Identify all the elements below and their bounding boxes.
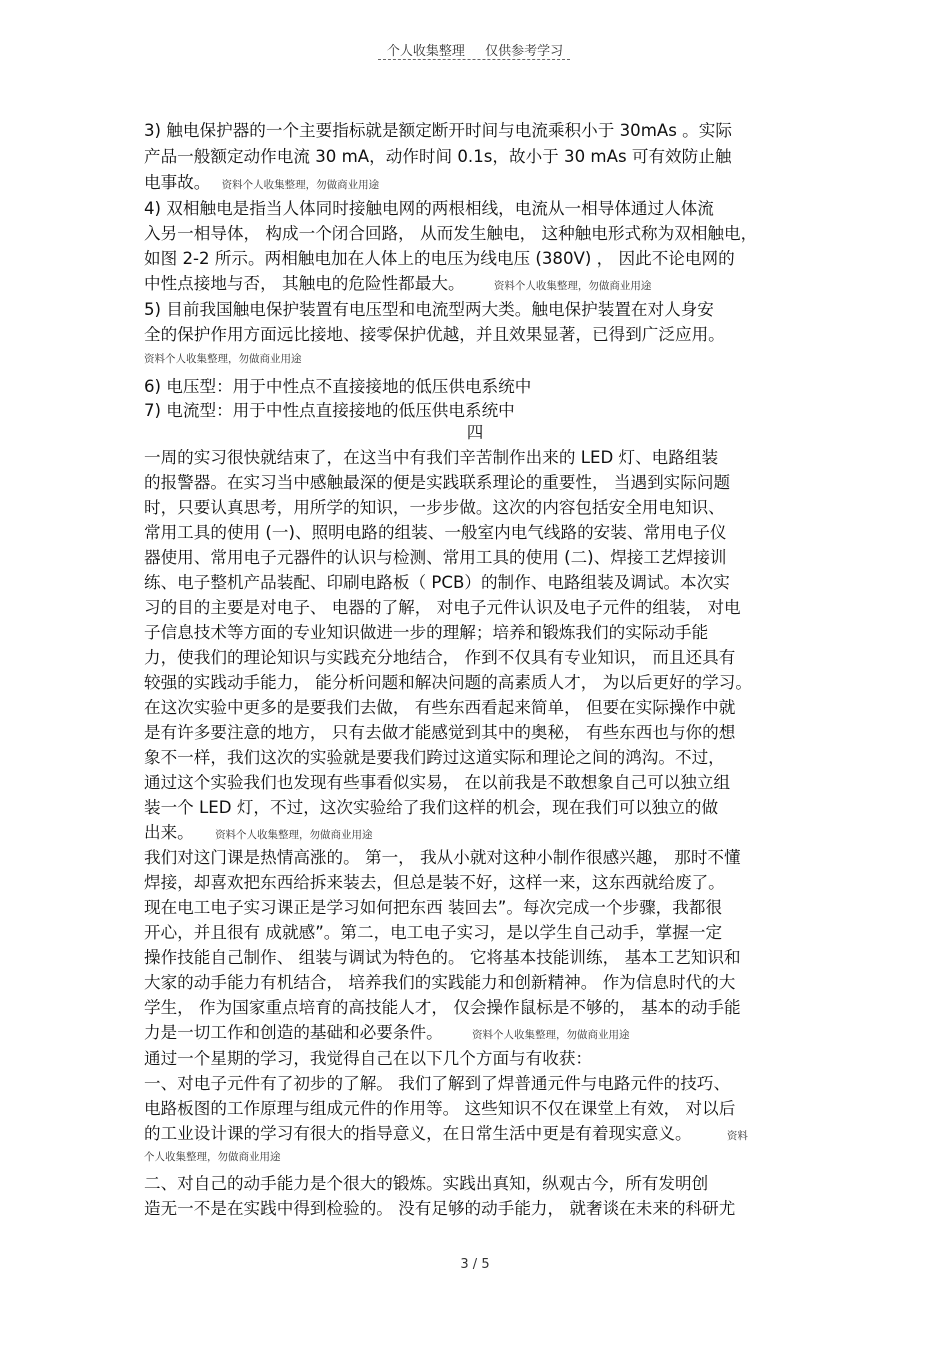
- text-line: 7) 电流型：用于中性点直接接地的低压供电系统中: [144, 401, 515, 420]
- text-line: 6) 电压型：用于中性点不直接接地的低压供电系统中: [144, 377, 532, 396]
- text-line: 3) 触电保护器的一个主要指标就是额定断开时间与电流乘积小于 30mAs 。实际: [144, 121, 732, 140]
- text-line: 装一个 LED 灯，不过，这次实验给了我们这样的机会，现在我们可以独立的做: [144, 798, 719, 817]
- text-line: 较强的实践动手能力， 能分析问题和解决问题的高素质人才， 为以后更好的学习。: [144, 673, 752, 692]
- watermark-note: 资料个人收集整理，勿做商业用途: [471, 1029, 630, 1041]
- text-line: 一周的实习很快就结束了，在这当中有我们辛苦制作出来的 LED 灯、电路组装: [144, 448, 719, 467]
- text-line: [144, 1123, 748, 1145]
- text-segment: 电事故。: [144, 173, 211, 192]
- text-line: 象不一样，我们这次的实验就是要我们跨过这道实际和理论之间的鸿沟。不过，: [144, 748, 725, 767]
- watermark-note: 资料: [726, 1130, 748, 1142]
- text-line: 子信息技术等方面的专业知识做进一步的理解；培养和锻炼我们的实际动手能: [144, 623, 709, 642]
- text-line: 如图 2-2 所示。两相触电加在人体上的电压为线电压 (380V) ， 因此不论电网的: [144, 249, 735, 268]
- text-line: 开心，并且很有 成就感”。第二，电工电子实习，是以学生自己动手，掌握一定: [144, 923, 723, 942]
- text-line: 一、对电子元件有了初步的了解。 我们了解到了焊普通元件与电路元件的技巧、: [144, 1074, 731, 1093]
- text-line: 5) 目前我国触电保护装置有电压型和电流型两大类。触电保护装置在对人身安: [144, 300, 714, 319]
- text-line: 操作技能自己制作、 组装与调试为特色的。 它将基本技能训练， 基本工艺知识和: [144, 948, 741, 967]
- text-line: 通过这个实验我们也发现有些事看似实易， 在以前我是不敢想象自己可以独立组: [144, 773, 731, 792]
- text-line: 通过一个星期的学习，我觉得自己在以下几个方面与有收获：: [144, 1049, 593, 1068]
- text-line: [144, 172, 379, 194]
- text-line: 我们对这门课是热情高涨的。 第一， 我从小就对这种小制作很感兴趣， 那时不懂: [144, 848, 741, 867]
- text-line: 造无一不是在实践中得到检验的。 没有足够的动手能力， 就奢谈在未来的科研尤: [144, 1199, 736, 1218]
- text-line: 4) 双相触电是指当人体同时接触电网的两根相线，电流从一相导体通过人体流: [144, 199, 714, 218]
- text-segment: 中性点接地与否， 其触电的危险性都最大。: [144, 274, 465, 293]
- text-line: 大家的动手能力有机结合， 培养我们的实践能力和创新精神。 作为信息时代的大: [144, 973, 736, 992]
- text-line: 是有许多要注意的地方， 只有去做才能感觉到其中的奥秘， 有些东西也与你的想: [144, 723, 736, 742]
- text-line: 电路板图的工作原理与组成元件的作用等。 这些知识不仅在课堂上有效， 对以后: [144, 1099, 736, 1118]
- text-line: 器使用、常用电子元器件的认识与检测、常用工具的使用 (二)、焊接工艺焊接训: [144, 548, 727, 567]
- text-line: 产品一般额定动作电流 30 mA，动作时间 0.1s，故小于 30 mAs 可有效防止触: [144, 147, 732, 166]
- text-line: [144, 822, 373, 844]
- text-line: 焊接，却喜欢把东西给拆来装去，但总是装不好，这样一来，这东西就给废了。: [144, 873, 725, 892]
- watermark-note: 资料个人收集整理，勿做商业用途: [144, 353, 302, 365]
- text-line: 学生， 作为国家重点培育的高技能人才， 仅会操作鼠标是不够的， 基本的动手能: [144, 998, 741, 1017]
- text-line: 入另一相导体， 构成一个闭合回路， 从而发生触电， 这种触电形式称为双相触电，: [144, 224, 758, 243]
- text-line: 习的目的主要是对电子、 电器的了解， 对电子元件认识及电子元件的组装， 对电: [144, 598, 741, 617]
- text-line: 在这次实验中更多的是要我们去做， 有些东西看起来简单， 但要在实际操作中就: [144, 698, 736, 717]
- text-segment: 出来。: [144, 823, 194, 842]
- text-line: 时，只要认真思考，用所学的知识，一步步做。这次的内容包括安全用电知识、: [144, 498, 725, 517]
- watermark-note: 资料个人收集整理，勿做商业用途: [215, 829, 373, 841]
- text-segment: 的工业设计课的学习有很大的指导意义，在日常生活中更是有着现实意义。: [144, 1124, 692, 1143]
- text-line: 常用工具的使用 (一)、照明电路的组装、一般室内电气线路的安装、常用电子仪: [144, 523, 727, 542]
- text-line: 力，使我们的理论知识与实践充分地结合， 作到不仅具有专业知识， 而且还具有: [144, 648, 736, 667]
- text-line: 现在电工电子实习课正是学习如何把东西 装回去”。每次完成一个步骤，我都很: [144, 898, 723, 917]
- section-heading: 四: [466, 423, 484, 442]
- header-divider: [378, 59, 570, 60]
- watermark-note: 个人收集整理，勿做商业用途: [144, 1151, 281, 1163]
- page-number: 3 / 5: [460, 1257, 490, 1272]
- text-line: 二、对自己的动手能力是个很大的锻炼。实践出真知，纵观古今，所有发明创: [144, 1174, 709, 1193]
- text-line: [144, 1022, 629, 1044]
- header-right-text: 仅供参考学习: [485, 44, 564, 59]
- text-line: [144, 273, 651, 295]
- text-segment: 力是一切工作和创造的基础和必要条件。: [144, 1023, 443, 1042]
- watermark-note: 资料个人收集整理，勿做商业用途: [493, 280, 652, 292]
- text-line: 全的保护作用方面远比接地、接零保护优越，并且效果显著，已得到广泛应用。: [144, 325, 725, 344]
- watermark-note: 资料个人收集整理，勿做商业用途: [221, 179, 380, 191]
- header-left-text: 个人收集整理: [386, 44, 465, 59]
- text-line: 练、电子整机产品装配、印刷电路板（ PCB）的制作、电路组装及调试。本次实: [144, 573, 730, 592]
- text-line: 的报警器。在实习当中感触最深的便是实践联系理论的重要性， 当遇到实际问题: [144, 473, 731, 492]
- page-header: [0, 40, 950, 59]
